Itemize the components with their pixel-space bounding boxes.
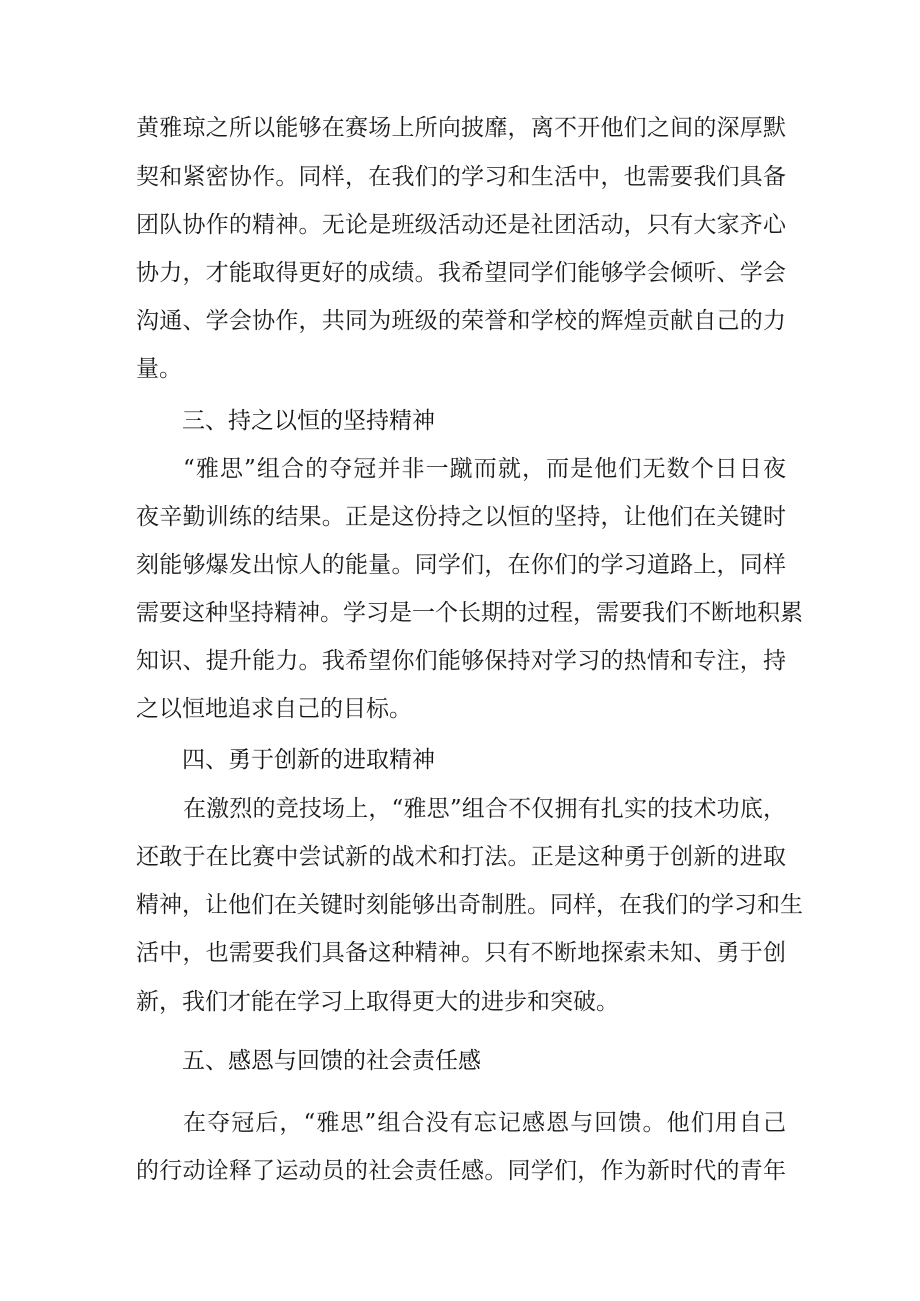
body-line: “雅思”组合的夺冠并非一蹴而就，而是他们无数个日日夜 (183, 456, 786, 482)
body-line: 知识、提升能力。我希望你们能够保持对学习的热情和专注，持 (136, 648, 786, 674)
body-line: 量。 (136, 356, 182, 382)
section-heading-5: 五、感恩与回馈的社会责任感 (182, 1048, 481, 1074)
body-line: 沟通、学会协作，共同为班级的荣誉和学校的辉煌贡献自己的力 (136, 308, 786, 334)
body-line: 新，我们才能在学习上取得更大的进步和突破。 (136, 989, 619, 1015)
body-line: 刻能够爆发出惊人的能量。同学们，在你们的学习道路上，同样 (136, 552, 786, 578)
body-line: 团队协作的精神。无论是班级活动还是社团活动，只有大家齐心 (136, 212, 786, 238)
body-line: 在夺冠后，“雅思”组合没有忘记感恩与回馈。他们用自己 (183, 1110, 786, 1136)
body-line: 黄雅琼之所以能够在赛场上所向披靡，离不开他们之间的深厚默 (136, 115, 786, 141)
section-heading-4: 四、勇于创新的进取精神 (182, 747, 435, 773)
body-line: 在激烈的竞技场上，“雅思”组合不仅拥有扎实的技术功底， (183, 796, 786, 822)
body-line: 精神，让他们在关键时刻能够出奇制胜。同样，在我们的学习和生 (136, 892, 803, 918)
body-line: 还敢于在比赛中尝试新的战术和打法。正是这种勇于创新的进取 (136, 844, 786, 870)
body-line: 契和紧密协作。同样，在我们的学习和生活中，也需要我们具备 (136, 164, 786, 190)
body-line: 夜辛勤训练的结果。正是这份持之以恒的坚持，让他们在关键时 (136, 504, 786, 530)
body-line: 协力，才能取得更好的成绩。我希望同学们能够学会倾听、学会 (136, 260, 786, 286)
body-line: 之以恒地追求自己的目标。 (136, 696, 412, 722)
body-line: 需要这种坚持精神。学习是一个长期的过程，需要我们不断地积累 (136, 600, 803, 626)
body-line: 活中，也需要我们具备这种精神。只有不断地探索未知、勇于创 (136, 940, 786, 966)
section-heading-3: 三、持之以恒的坚持精神 (182, 408, 435, 434)
body-line: 的行动诠释了运动员的社会责任感。同学们，作为新时代的青年 (136, 1158, 786, 1184)
